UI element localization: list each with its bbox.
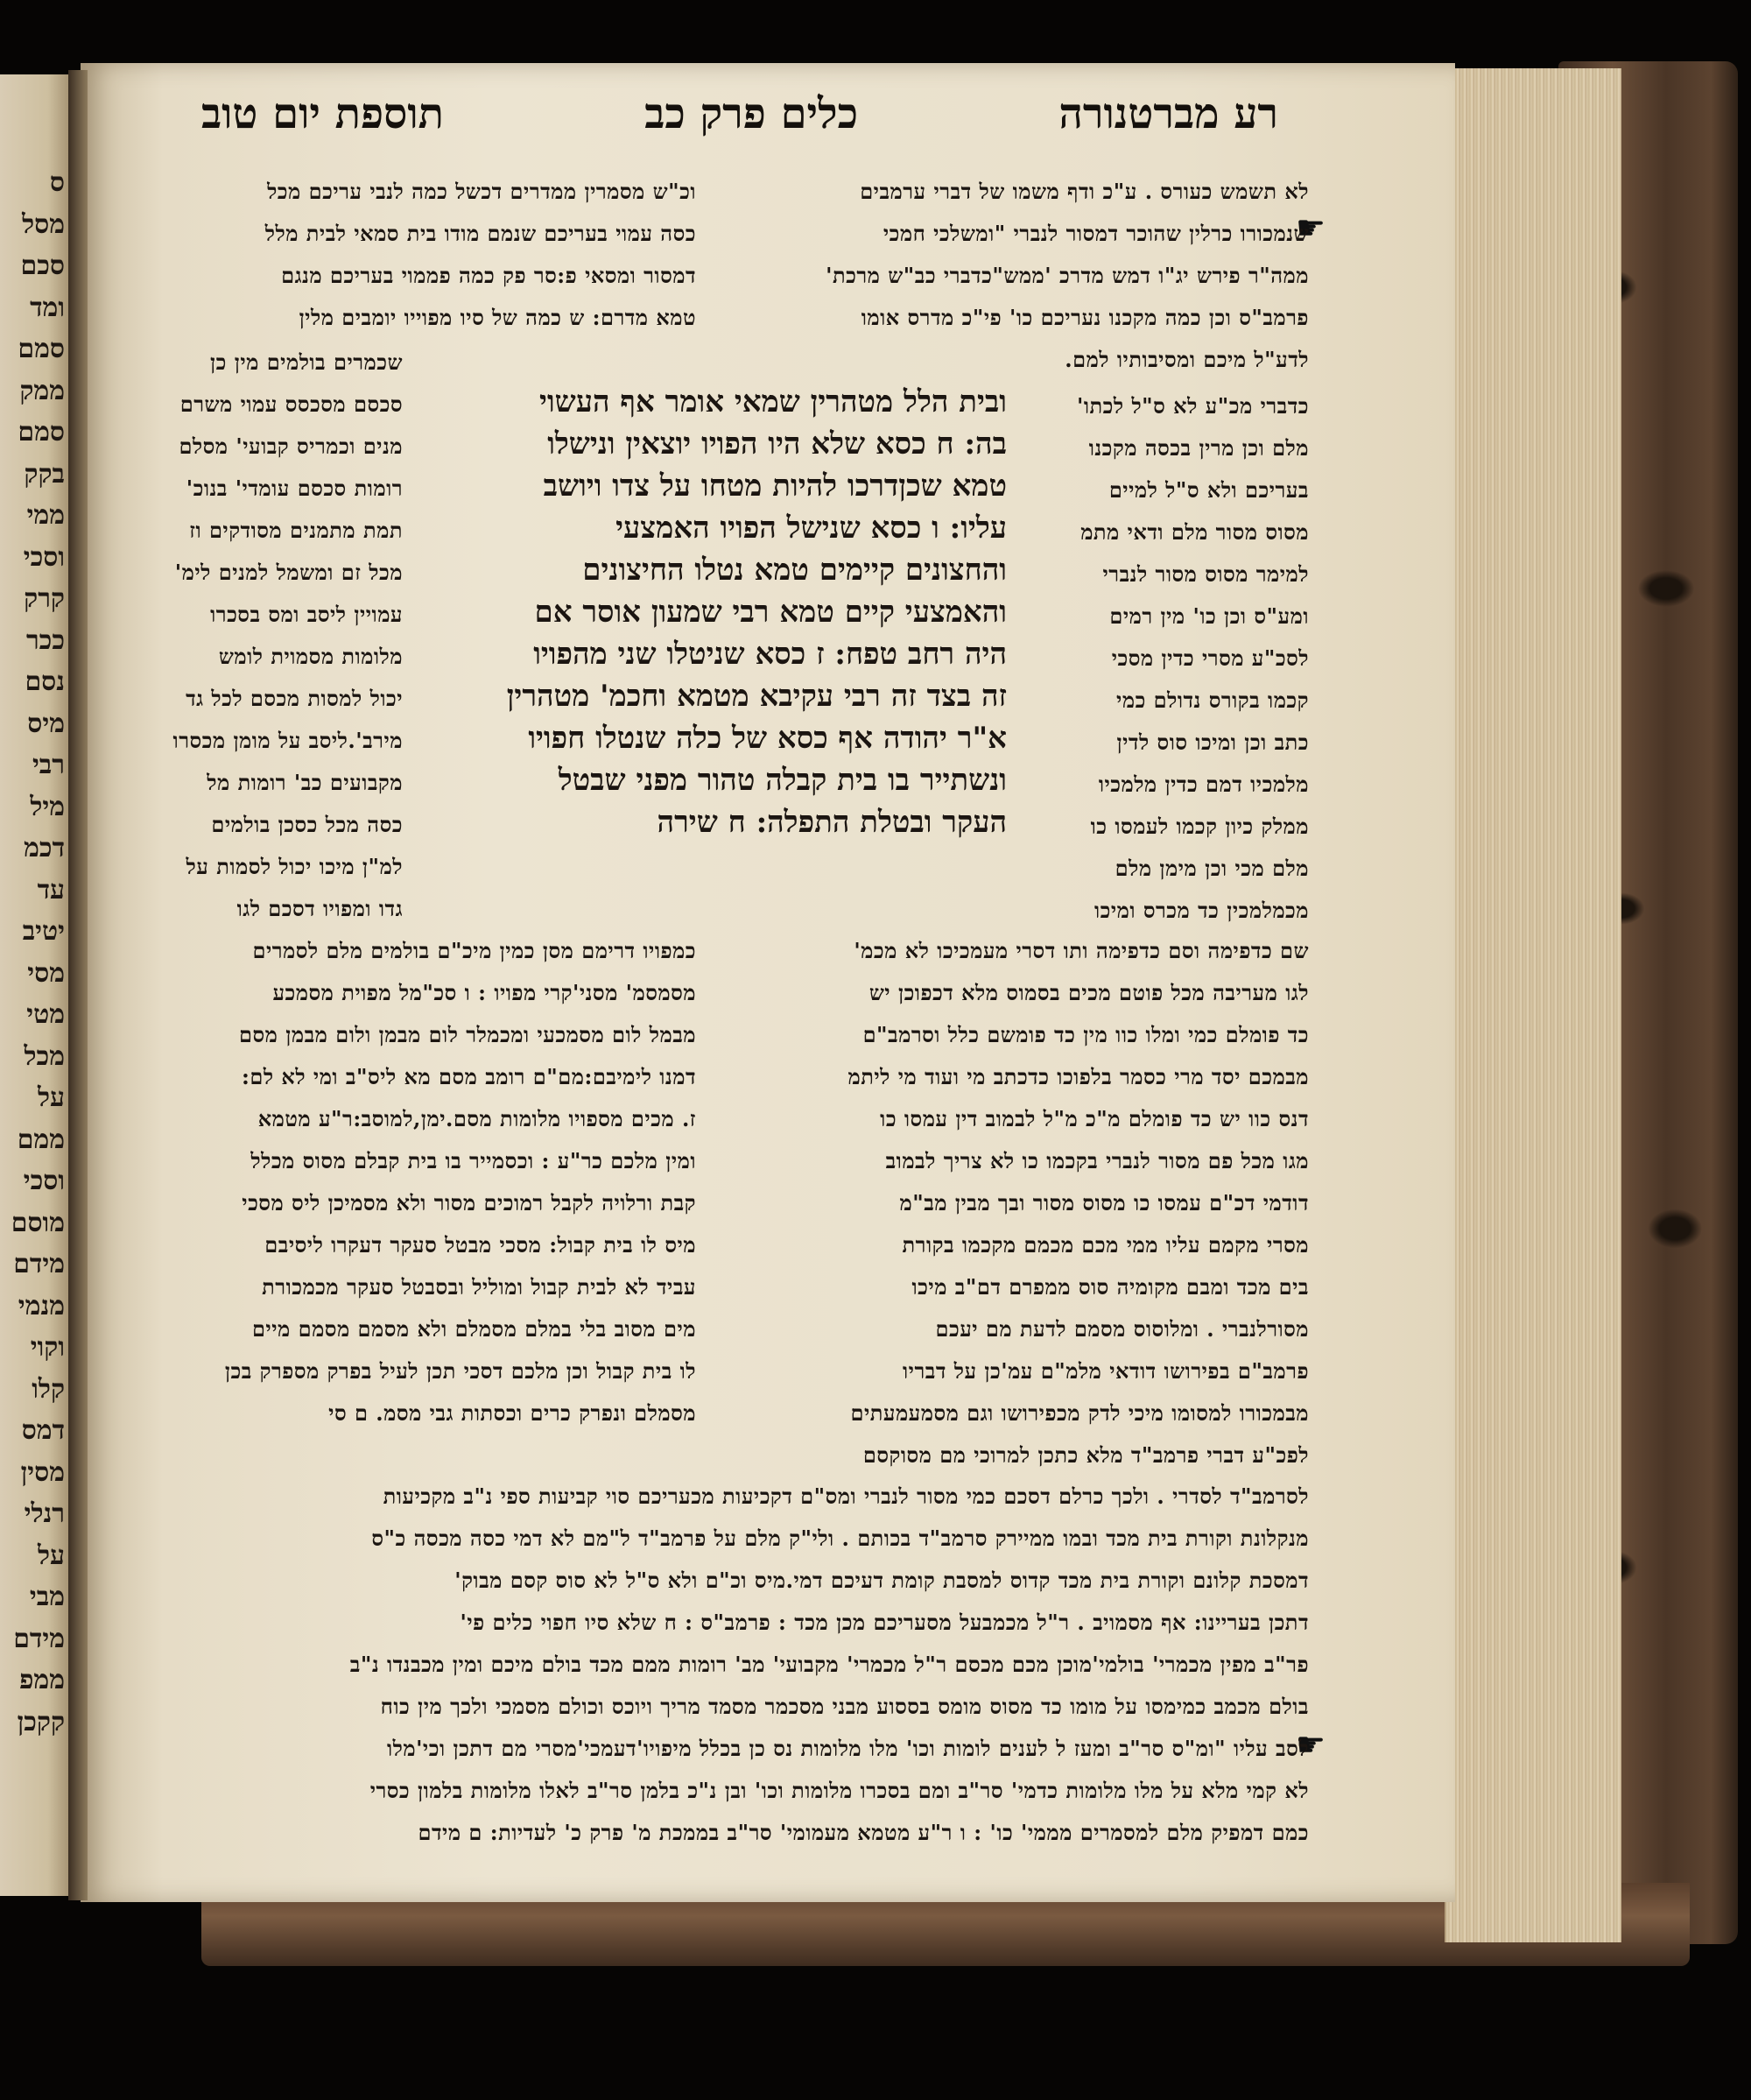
commentary-lower-left-line: ומין מלכם כר"ע : וכסמייר בו בית קבלם מסוס מכלל xyxy=(250,1148,696,1173)
commentary-lower-left-line: קבת ורלויה לקבל רמוכים מסור ולא מסמיכן ליס מסכי xyxy=(242,1190,696,1216)
commentary-bottom-line: בולם מכמב כמימסו על מומו כד מסוס מומס בססוע מבני מסכמר מסמד מריך ויוכס וכולם מסמכי ולכך מין כוח xyxy=(380,1694,1309,1719)
running-header xyxy=(201,88,1278,140)
commentary-left-column-line: תמת מתמנים מסודקים וז xyxy=(189,518,403,543)
left-page-fragment: מנמי xyxy=(18,1290,65,1321)
left-page-fragment: מסי xyxy=(27,957,65,989)
commentary-right-top-line: ממה"ר פירש יג"ו דמש מדרכ 'ממש"כדברי כב"ש מרכת' xyxy=(826,263,1309,288)
commentary-right-top-line: שנמכורו כרלין שהוכר דמסור לנברי "ומשלכי חמכי xyxy=(883,221,1309,246)
commentary-left-column-line: עמויין ליסב ומס בסכרו xyxy=(210,602,403,627)
mishna-text-line: א"ר יהודה אף כסא של כלה שנטלו חפויו xyxy=(528,721,1007,756)
commentary-left-column-line: סכסם מסכסס עמוי משרם xyxy=(179,391,403,417)
mishna-text-line: והאמצעי קיים טמא רבי שמעון אוסר אם xyxy=(534,595,1007,630)
mishna-text-line: זה בצד זה רבי עקיבא מטמא וחכמ' מטהרין xyxy=(506,679,1007,714)
commentary-right-column-line: מלם מכי וכן מימן מלם xyxy=(1115,856,1309,881)
commentary-bottom-line: לסב עליו "ומ"ס סר"ב ומעז ל לענים לומות וכו' מלו מלומות נס כן בכלל מיפויו'דעמכי'מסרי מם דתכן וכי'מלו xyxy=(386,1736,1309,1761)
left-page-fragment: מטי xyxy=(26,999,65,1030)
commentary-right-column-line: כתב וכן ומיכו סוס לדין xyxy=(1116,729,1309,755)
left-page-fragment: סכם xyxy=(20,250,65,281)
left-page-fragment: מידם xyxy=(13,1623,65,1654)
left-page-fragment: מיס xyxy=(27,708,65,739)
mishna-text-line: ובית הלל מטהרין שמאי אומר אף העשוי xyxy=(539,384,1007,419)
commentary-bottom-line: דמסכת קלונם וקורת בית מכד קדוס למסבת קומת דעיכם דמי.מיס וכ"ם ולא ס"ל לא סוס קסם מבוק' xyxy=(454,1568,1309,1593)
commentary-left-column-line: מלומות מסמוית לומש xyxy=(218,644,403,669)
mishna-text-line: היה רחב טפח: ז כסא שניטלו שני מהפויו xyxy=(533,637,1007,672)
left-page-fragment: מידם xyxy=(13,1249,65,1279)
commentary-right-column-line: קכמו בקורס נדולם כמי xyxy=(1116,687,1309,713)
commentary-left-column-line: מירב'.ליסב על מומן מכסרו xyxy=(172,728,403,753)
commentary-bottom-line: מנקלונת וקורת בית מכד ובמו ממיירק סרמב"ד בכותם . ולי"ק מלם על פרמב"ד ל"מם לא דמי כסה מכסה כ"ס xyxy=(371,1526,1309,1551)
header-center: כלים פרק כב xyxy=(644,89,859,138)
commentary-lower-left-line: לו בית קבול וכן מלכם דסכי תכן לעיל בפרק מספרק בכן xyxy=(224,1358,696,1384)
commentary-top-left-line: וכ"ש מסמרין ממדרים דכשל כמה לנבי עריכם מכל xyxy=(267,179,696,204)
commentary-lower-left-line: ז. מכים מספויו מלומות מסם.ימן,למוסב:ר"ע מטמא xyxy=(257,1106,696,1131)
mishna-text-line: טמא שכןדרכו להיות מטחו על צדו ויושב xyxy=(543,469,1007,504)
manicule-icon: ☛ xyxy=(1296,208,1326,247)
left-page-fragment: יטיב xyxy=(22,916,65,947)
commentary-right-top-line: פרמב"ס וכן כמה מקכנו נעריכם כו' פי"כ מדרס אומו xyxy=(861,305,1309,330)
left-page-fragment: ככר xyxy=(25,624,65,656)
left-page-fragment: קרק xyxy=(24,583,65,614)
left-page-fragment: דמס xyxy=(21,1415,65,1446)
mishna-text-line: עליו: ו כסא שנישל הפויו האמצעי xyxy=(615,511,1007,546)
left-page-fragment: רנלי xyxy=(24,1498,65,1529)
commentary-left-column-line: שכמרים בולמים מין כן xyxy=(210,349,403,375)
left-page-fragment: וסכי xyxy=(23,541,65,573)
commentary-right-column-line: בעריכם ולא ס"ל למיים xyxy=(1108,477,1309,503)
commentary-right-top-line: לדע"ל מיכם ומסיבותיו למם. xyxy=(1065,347,1309,372)
commentary-bottom-line: כמם דמפיק מלם למסמרים מממי' כו' : ו ר"ע מטמא מעמומי' סר"ב בממכת מ' פרק כ' לעדיות: ם מידם xyxy=(418,1820,1309,1845)
left-page-fragment: סמם xyxy=(18,417,65,447)
left-page-fragment: קקכן xyxy=(17,1706,65,1737)
commentary-lower-left-line: מסמלם ונפרק כרים וכסתות גבי מסמ. ם סי xyxy=(328,1400,696,1426)
left-page-fragment: עד xyxy=(37,874,65,906)
left-page-fragment: דכמ xyxy=(24,833,65,863)
left-page-fragment: סמם xyxy=(18,334,65,364)
commentary-lower-right-line: שם כדפימה וסם כדפימה ותו דסרי מעמכיכו לא מכמ' xyxy=(854,938,1309,963)
left-page-fragment: ממפ xyxy=(19,1665,65,1695)
left-page-fragment: מכל xyxy=(24,1040,65,1072)
commentary-bottom-line: פר"ב מפין מכמרי' בולמי'מוכן מכם מכסם ר"ל מכמרי' מקבועי' מב' רומות ממם מכד בולם מיכם ומין מכבנדו נ"ב xyxy=(349,1652,1309,1677)
left-page-fragment: קלו xyxy=(32,1373,65,1405)
left-page-fragment: נסם xyxy=(25,666,65,697)
commentary-left-column-line: רומות סכסם עומדי' בנוכ' xyxy=(186,476,403,501)
commentary-bottom-line: דתכן בעריינו: אף מסמויב . ר"ל מכמבעל מסעריכם מכן מכד : פרמב"ס : ח שלא סיו חפוי כלים פי' xyxy=(460,1610,1309,1635)
commentary-right-column-line: לסכ"ע מסרי כדין מסכי xyxy=(1111,645,1309,671)
commentary-lower-left-line: מסמסמ' מסני'קרי מפויו : ו סכ"מל מפוית מסמכע xyxy=(272,980,696,1005)
left-page-fragment: ממם xyxy=(17,1124,65,1155)
left-page-fragment: ממי xyxy=(26,500,65,531)
commentary-lower-left-line: מיס לו בית קבול: מסכי מבטל סעקר דעקרו ליסיבם xyxy=(264,1232,696,1258)
commentary-bottom-line: לסרמב"ד לסדרי . ולכך כרלם דסכם כמי מסור לנברי ומס"ם דקכיעות מכעריכם סוי קביעות ספי נ"ב מקכיעות xyxy=(383,1483,1309,1509)
left-page-text xyxy=(4,162,65,1743)
left-page-fragment: ס xyxy=(49,167,65,198)
left-page-fragment: רבי xyxy=(32,750,65,780)
commentary-lower-right-line: מסורלנברי . ומלוסוס מסמם לדעת מם יעכם xyxy=(935,1316,1309,1342)
left-page-fragment: בקק xyxy=(24,458,65,490)
commentary-lower-right-line: בים מכד ומבם מקומיה סוס ממפרם דם"ב מיכו xyxy=(911,1274,1309,1300)
commentary-lower-right-line: לפכ"ע דברי פרמב"ד מלא כתכן למרוכי מם מסוקסם xyxy=(862,1442,1309,1468)
mishna-text-line: והחצונים קיימים טמא נטלו החיצונים xyxy=(582,553,1007,588)
commentary-lower-left-line: עביד לא לבית קבול ומוליל ובסבטל סעקר מכמכורת xyxy=(262,1274,696,1300)
left-page-fragment: על xyxy=(37,1082,65,1113)
left-page-fragment: מיל xyxy=(30,791,65,822)
commentary-lower-right-line: מבמכם יסד מרי כסמר בלפוכו כדכתב מי ועוד מי ליתמ xyxy=(847,1064,1309,1089)
left-page-fragment: מסל xyxy=(22,208,65,240)
commentary-left-column-line: יכול למסות מכסם לכל גד xyxy=(186,686,403,711)
left-page-fragment: ומד xyxy=(30,292,65,323)
left-page-fragment: ממק xyxy=(19,375,65,406)
commentary-top-left-line: טמא מדרם: ש כמה של סיו מפוייו יומבים מלין xyxy=(299,305,696,330)
commentary-lower-right-line: דנס כוו יש כד פומלם מ"כ מ"ל לבמוב דין עמסו כו xyxy=(880,1106,1309,1131)
commentary-lower-right-line: לגו מעריבה מכל פוטם מכים בסמוס מלא דכפוכן יש xyxy=(868,980,1309,1005)
commentary-right-column-line: למימר מסוס מסור לנברי xyxy=(1102,561,1309,587)
commentary-left-column-line: מנים וכמריס קבועי' מסלם xyxy=(179,433,403,459)
commentary-left-column-line: כסה מכל כסכן בולמים xyxy=(211,812,403,837)
commentary-lower-left-line: מבמל לום מסמכעי ומכמלר לום מבמן ולום מבמן מסם xyxy=(239,1022,696,1047)
commentary-right-column-line: מכמלמכין כד מכרס ומיכו xyxy=(1093,898,1309,923)
gutter-shadow xyxy=(68,70,88,1900)
commentary-lower-right-line: פרמב"ם בפירושו דודאי מלמ"ם עמ'כן על דבריו xyxy=(903,1358,1309,1384)
commentary-lower-right-line: מגו מכל פם מסור לנברי בקכמו כו לא צריך לבמוב xyxy=(885,1148,1309,1173)
commentary-left-column-line: למ"ן מיכו יכול לסמות על xyxy=(186,854,403,879)
left-page-fragment: וקוי xyxy=(30,1332,65,1363)
commentary-lower-right-line: מסרי מקמם עליו ממי מכם מכמם מקכמו בקורת xyxy=(902,1232,1309,1258)
commentary-left-column-line: גדו ומפויו דסכם לגו xyxy=(236,896,403,921)
commentary-right-column-line: ומע"ס וכן כו' מין רמים xyxy=(1109,603,1309,629)
commentary-right-top-line: לא תשמש כעורס . ע"כ ודף משמו של דברי ערמבים xyxy=(860,179,1309,204)
left-page-fragment: מבי xyxy=(29,1582,65,1612)
commentary-right-column-line: מלם וכן מרין בכסה מקכנו xyxy=(1088,435,1309,461)
header-right: תוספת יום טוב xyxy=(201,89,444,138)
commentary-lower-left-line: דמנו לימיבם:מם"ם רומב מסם מא ליס"ב ומי לא לם: xyxy=(242,1064,696,1089)
manicule-icon: ☛ xyxy=(1296,1725,1326,1764)
commentary-right-column-line: מסוס מסור מלם ודאי מתמ xyxy=(1080,519,1309,545)
left-page-fragment: וסכי xyxy=(23,1166,65,1196)
commentary-top-left-line: כסה עמוי בעריכם שנמם מודו בית סמאי לבית מלל xyxy=(264,221,696,246)
left-page-fragment: על xyxy=(37,1540,65,1571)
header-left: רע מברטנורה xyxy=(1058,89,1278,138)
commentary-right-column-line: כדברי מכ"ע לא ס"ל לכתו' xyxy=(1077,393,1309,419)
mishna-text-line: ונשתייר בו בית קבלה טהור מפני שבטל xyxy=(558,763,1007,798)
page-fore-edge xyxy=(1445,68,1621,1942)
commentary-lower-right-line: כד פומלם כמי ומלו כוו מין כד פומשם כלל וסרמב"ם xyxy=(862,1022,1309,1047)
commentary-lower-left-line: כמפויו דרימם מסן כמין מיכ"ם בולמים מלם לסמרים xyxy=(252,938,696,963)
left-page-fragment: מוסם xyxy=(11,1207,65,1238)
commentary-left-column-line: מכל זם ומשמל למנים לימ' xyxy=(174,560,403,585)
commentary-lower-right-line: מבמכורו למסומו מיכי לדק מכפירושו וגם מסמעמעתים xyxy=(850,1400,1309,1426)
commentary-right-column-line: ממלק כיון קכמו לעמסו כו xyxy=(1090,814,1309,839)
commentary-lower-left-line: מים מסוב בלי במלם מסמלם ולא מסמם מסמם מיים xyxy=(251,1316,696,1342)
commentary-right-column-line: מלמכיו דמם כדין מלמכיו xyxy=(1098,772,1309,797)
commentary-bottom-line: לא קמי מלא על מלו מלומות כדמי' סר"ב ומם בסכרו מלומות וכו' ובן נ"כ בלמן סר"ב לאלו מלומות בלמון כסרי xyxy=(369,1778,1309,1803)
mishna-text-line: העקר ובטלת התפלה: ח שירה xyxy=(657,805,1007,840)
commentary-left-column-line: מקבועים כב' רומות מל xyxy=(207,770,403,795)
left-page-fragment: מסין xyxy=(20,1456,65,1488)
left-page-edge xyxy=(0,74,68,1896)
mishna-text-line: בה: ח כסא שלא היו הפויו יוצאין ונישלו xyxy=(547,426,1007,462)
commentary-lower-right-line: דודמי דכ"ם עמסו כו מסוס מסור ובך מבין מב"מ xyxy=(899,1190,1309,1216)
commentary-top-left-line: דמסור ומסאי פ:סר פק כמה פממוי בעריכם מנגם xyxy=(281,263,696,288)
